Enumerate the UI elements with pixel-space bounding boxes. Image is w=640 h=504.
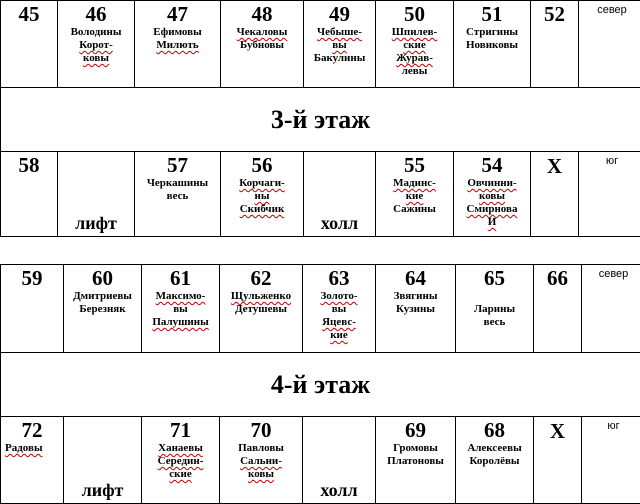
floor3-south-row: [1, 152, 640, 237]
room-cell: 45: [1, 1, 58, 88]
room-cell: 66: [534, 265, 582, 353]
room-cell: 69 Громовы Платоновы: [376, 417, 456, 504]
room-cell: 63 Золото- вы Яцевс- кие: [303, 265, 376, 353]
room-cell: 57 Черкашины весь: [135, 152, 221, 237]
floor3-plan: [0, 0, 640, 237]
floor4-plan: [0, 264, 640, 504]
floor3-title-row: [1, 88, 640, 152]
room-cell: 49 Чебыше- вы Бакулины: [304, 1, 376, 88]
north-label: север: [579, 1, 640, 88]
room-cell: 62 Щульженко Детушевы: [220, 265, 303, 353]
south-label: юг: [579, 152, 640, 237]
north-label: север: [582, 265, 640, 353]
room-cell: 59: [1, 265, 64, 353]
room-cell: 56 Корчаги- ны Скибчик: [221, 152, 304, 237]
room-cell: 48 Чекаловы Бубновы: [221, 1, 304, 88]
room-cell: 70 Павловы Сальни- ковы: [220, 417, 303, 504]
floor4-title-row: [1, 353, 640, 417]
room-cell: 54 Овчинни- ковы Смирнова И: [454, 152, 531, 237]
room-cell: 50 Шпилев- ские Журав- левы: [376, 1, 454, 88]
room-cell: 64 Звягины Кузины: [376, 265, 456, 353]
elevator-label: лифт: [58, 213, 134, 234]
room-cell: 46 Володины Корот- ковы: [58, 1, 135, 88]
room-cell: 47 Ефимовы Милють: [135, 1, 221, 88]
hall-label: холл: [304, 213, 375, 234]
floor4-south-row: [1, 417, 640, 504]
room-cell: 61 Максимо- вы Палушины: [142, 265, 220, 353]
floor-title: 3-й этаж: [1, 88, 640, 152]
floor-title: 4-й этаж: [1, 353, 640, 417]
hall-label: холл: [303, 480, 375, 501]
hall-cell: [303, 417, 376, 504]
elevator-label: лифт: [64, 480, 141, 501]
elevator-cell: [58, 152, 135, 237]
room-cell: 52: [531, 1, 579, 88]
room-cell: 58: [1, 152, 58, 237]
floor3-north-row: [1, 1, 640, 88]
room-cell: X: [531, 152, 579, 237]
room-cell: 60 Дмитриевы Березняк: [64, 265, 142, 353]
floor4-north-row: [1, 265, 640, 353]
room-cell: 68 Алексеевы Королёвы: [456, 417, 534, 504]
room-cell: X: [534, 417, 582, 504]
room-cell: 72 Радовы: [1, 417, 64, 504]
south-label: юг: [582, 417, 640, 504]
room-cell: 51 Стригины Новиковы: [454, 1, 531, 88]
room-cell: 55 Мадинс- кие Сажины: [376, 152, 454, 237]
elevator-cell: [64, 417, 142, 504]
room-cell: 65 Ларины весь: [456, 265, 534, 353]
room-cell: 71 Ханаевы Середин- ские: [142, 417, 220, 504]
hall-cell: [304, 152, 376, 237]
